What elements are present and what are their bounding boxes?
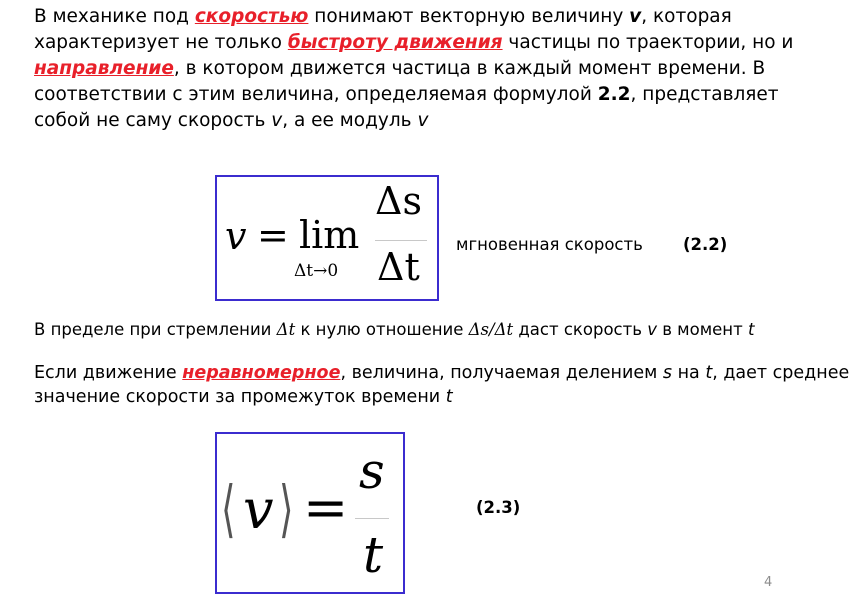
formula-ref: 2.2 <box>597 84 631 105</box>
formula-v: v <box>225 214 247 258</box>
formula-average-velocity <box>215 432 405 594</box>
text: собой не саму скорость <box>34 110 272 131</box>
text: , в котором движется частица в каждый момент времени. В <box>173 58 766 79</box>
text: значение скорости за промежуток времени <box>34 387 446 407</box>
highlight-term-speed: быстроту движения <box>287 32 503 53</box>
text: частицы по траектории, но и <box>502 32 794 53</box>
text: соответствии с этим величина, определяемая формулой <box>34 84 598 105</box>
fraction-bar <box>375 240 427 241</box>
symbol-v: v <box>417 110 429 131</box>
text: характеризует не только <box>34 32 288 53</box>
uneven-motion-paragraph <box>34 361 849 409</box>
text: В пределе при стремлении <box>34 320 277 339</box>
intro-line-2 <box>34 30 809 56</box>
symbol-t: t <box>747 320 755 339</box>
intro-line-3 <box>34 56 809 82</box>
uneven-line-1 <box>34 361 849 385</box>
page-number: 4 <box>764 575 773 590</box>
angle-bracket-left: ⟨ <box>221 472 236 545</box>
intro-line-5 <box>34 108 809 134</box>
text: в момент <box>656 320 748 339</box>
formula-equals: = <box>257 213 289 257</box>
formula-numerator: Δs <box>375 179 422 223</box>
formula-lim: lim <box>299 213 360 257</box>
intro-line-4 <box>34 82 809 108</box>
symbol-delta-t: Δt <box>276 320 296 339</box>
formula-denominator: Δt <box>377 245 420 289</box>
highlight-term-velocity: скоростью <box>194 6 309 27</box>
intro-line-1 <box>34 4 809 30</box>
formula-v: v <box>243 478 274 541</box>
text: Если движение <box>34 363 183 383</box>
text: даст скорость <box>513 320 648 339</box>
highlight-term-uneven: неравномерное <box>182 363 341 383</box>
symbol-s: s <box>662 363 673 383</box>
symbol-ratio: Δs/Δt <box>468 320 514 339</box>
angle-bracket-right: ⟩ <box>279 472 294 545</box>
text: , которая <box>641 6 732 27</box>
text: к нулю отношение <box>295 320 469 339</box>
highlight-term-direction: направление <box>34 58 174 79</box>
symbol-t: t <box>445 387 453 407</box>
symbol-v: v <box>271 110 283 131</box>
text: , представляет <box>630 84 779 105</box>
formula-caption: мгновенная скорость <box>456 235 643 254</box>
text: понимают векторную величину <box>308 6 630 27</box>
limit-note <box>34 317 754 343</box>
fraction-bar <box>355 518 389 519</box>
intro-paragraph <box>34 4 809 134</box>
text: В механике под <box>34 6 195 27</box>
formula-instant-velocity <box>215 175 439 301</box>
formula-lim-subscript: Δt→0 <box>294 261 339 281</box>
equation-number: (2.2) <box>683 235 728 254</box>
text: , величина, получаемая делением <box>340 363 663 383</box>
formula-numerator: s <box>359 442 385 500</box>
formula-denominator: t <box>363 526 384 584</box>
uneven-line-2 <box>34 385 849 409</box>
equation-number: (2.3) <box>476 498 521 517</box>
symbol-v: v <box>629 6 642 27</box>
symbol-v: v <box>647 320 657 339</box>
text: , а ее модуль <box>282 110 418 131</box>
formula-equals: = <box>303 476 349 539</box>
text: , дает среднее <box>712 363 849 383</box>
text: на <box>672 363 706 383</box>
symbol-t: t <box>705 363 713 383</box>
